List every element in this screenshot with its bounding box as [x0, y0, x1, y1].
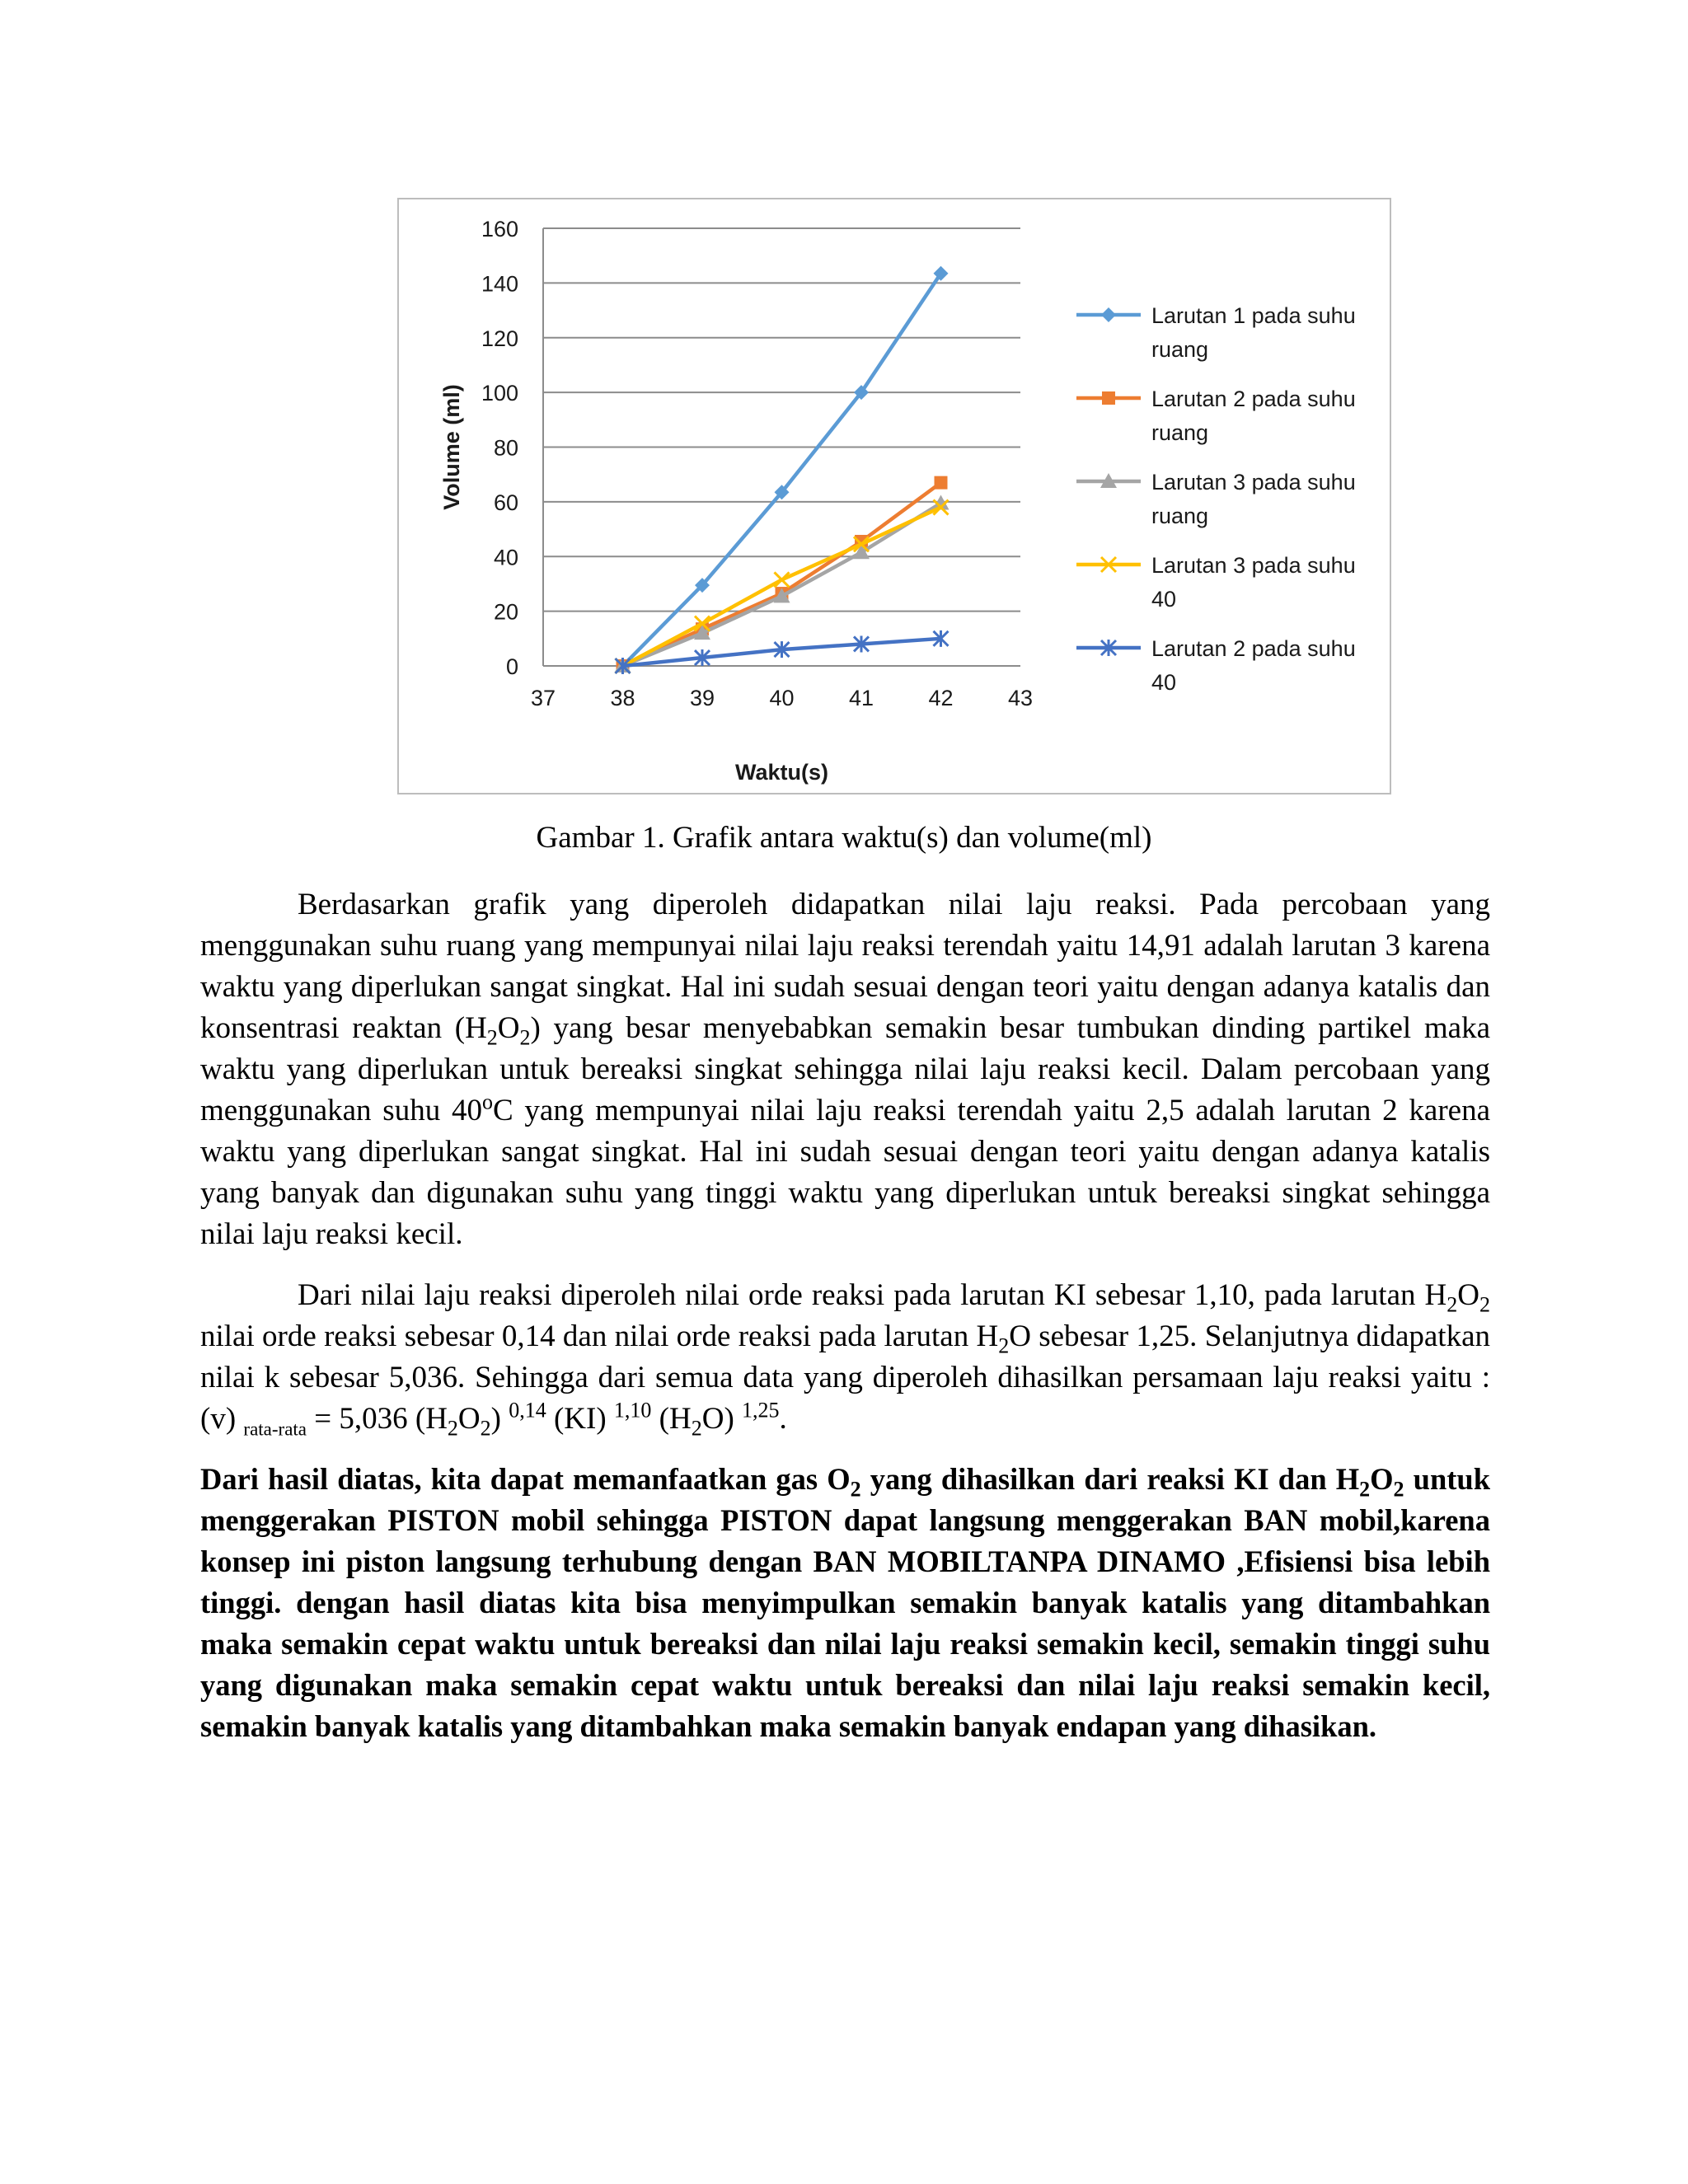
- x-tick-label: 43: [1007, 686, 1034, 710]
- legend-label: Larutan 3 pada suhu: [1151, 553, 1356, 578]
- y-tick-label: 120: [481, 326, 518, 351]
- legend-label: Larutan 2 pada suhu: [1151, 387, 1356, 411]
- paragraph-3-bold: Dari hasil diatas, kita dapat memanfaatkan gas $O_2$ yang dihasilkan dari reaksi KI dan $H_2O_2$ untuk menggerakan PISTON mobil sehingga PISTON dapat langsung menggerakan BAN mobil,karena konsep ini piston langsung terhubung dengan BAN MOBILTANPA DINAMO ,Efisiensi bisa lebih tinggi. dengan hasil diatas kita bisa menyimpulkan semakin banyak katalis yang ditambahkan maka semakin cepat waktu untuk bereaksi dan nilai laju reaksi semakin kecil, semakin tinggi suhu yang digunakan maka semakin cepat waktu untuk bereaksi dan nilai laju reaksi semakin kecil, semakin banyak katalis yang ditambahkan maka semakin banyak endapan yang dihasikan.: [200, 1462, 1490, 1743]
- x-tick-label: 37: [530, 686, 556, 710]
- legend-label: 40: [1151, 587, 1177, 612]
- y-tick-label: 0: [505, 654, 518, 679]
- x-tick-label: 39: [689, 686, 715, 710]
- legend-label: ruang: [1151, 504, 1209, 528]
- series-line: [623, 274, 941, 666]
- legend-label: Larutan 2 pada suhu: [1151, 636, 1356, 661]
- y-tick-label: 20: [493, 599, 518, 625]
- legend-label: Larutan 1 pada suhu: [1151, 303, 1356, 328]
- y-tick-label: 80: [493, 435, 518, 461]
- legend-marker: [1101, 307, 1116, 322]
- figure-caption: Gambar 1. Grafik antara waktu(s) dan volume(ml): [536, 821, 1152, 855]
- legend-marker: [1102, 391, 1115, 405]
- x-tick-label: 42: [928, 686, 954, 710]
- x-tick-label: 40: [769, 686, 795, 710]
- x-tick-label: 38: [610, 686, 635, 710]
- legend-label: ruang: [1151, 420, 1209, 445]
- legend-label: ruang: [1151, 337, 1209, 362]
- line-chart: [399, 199, 1393, 796]
- legend-label: 40: [1151, 670, 1177, 695]
- legend-label: Larutan 3 pada suhu: [1151, 470, 1356, 494]
- chart-container: [397, 198, 1391, 794]
- data-point: [775, 572, 790, 587]
- y-tick-label: 100: [481, 381, 518, 406]
- y-tick-label: 60: [493, 490, 518, 515]
- y-tick-label: 40: [493, 545, 518, 570]
- y-tick-label: 140: [481, 271, 518, 297]
- paragraph-2: Dari nilai laju reaksi diperoleh nilai orde reaksi pada larutan KI sebesar 1,10, pada larutan $H_2O_2$ nilai orde reaksi sebesar 0,14 dan nilai orde reaksi pada larutan $H_2O$ sebesar 1,25. Selanjutnya didapatkan nilai k sebesar 5,036. Sehingga dari semua data yang diperoleh dihasilkan persamaan laju reaksi yaitu : (v) $_{rata-rata}$ = 5,036 $(H_2O_2)$ $^{0,14}$ (KI) $^{1,10}$ $(H_2O)$ $^{1,25}$.: [200, 1278, 1490, 1441]
- x-axis-title: Waktu(s): [735, 760, 828, 785]
- y-axis-title: Volume (ml): [439, 384, 464, 510]
- paragraph-1: Berdasarkan grafik yang diperoleh didapatkan nilai laju reaksi. Pada percobaan yang menggunakan suhu ruang yang mempunyai nilai laju reaksi terendah yaitu 14,91 adalah larutan 3 karena waktu yang diperlukan sangat singkat. Hal ini sudah sesuai dengan teori yaitu dengan adanya katalis dan konsentrasi reaktan $(H_2O_2)$ yang besar menyebabkan semakin besar tumbukan dinding partikel maka waktu yang diperlukan untuk bereaksi singkat sehingga nilai laju reaksi kecil. Dalam percobaan yang menggunakan suhu 40$^o$C yang mempunyai nilai laju reaksi terendah yaitu 2,5 adalah larutan 2 karena waktu yang diperlukan sangat singkat. Hal ini sudah sesuai dengan teori yaitu dengan adanya katalis yang banyak dan digunakan suhu yang tinggi waktu yang diperlukan untuk bereaksi singkat sehingga nilai laju reaksi kecil.: [200, 888, 1490, 1251]
- y-tick-label: 160: [481, 217, 518, 241]
- data-point: [935, 476, 948, 490]
- x-tick-label: 41: [848, 686, 874, 710]
